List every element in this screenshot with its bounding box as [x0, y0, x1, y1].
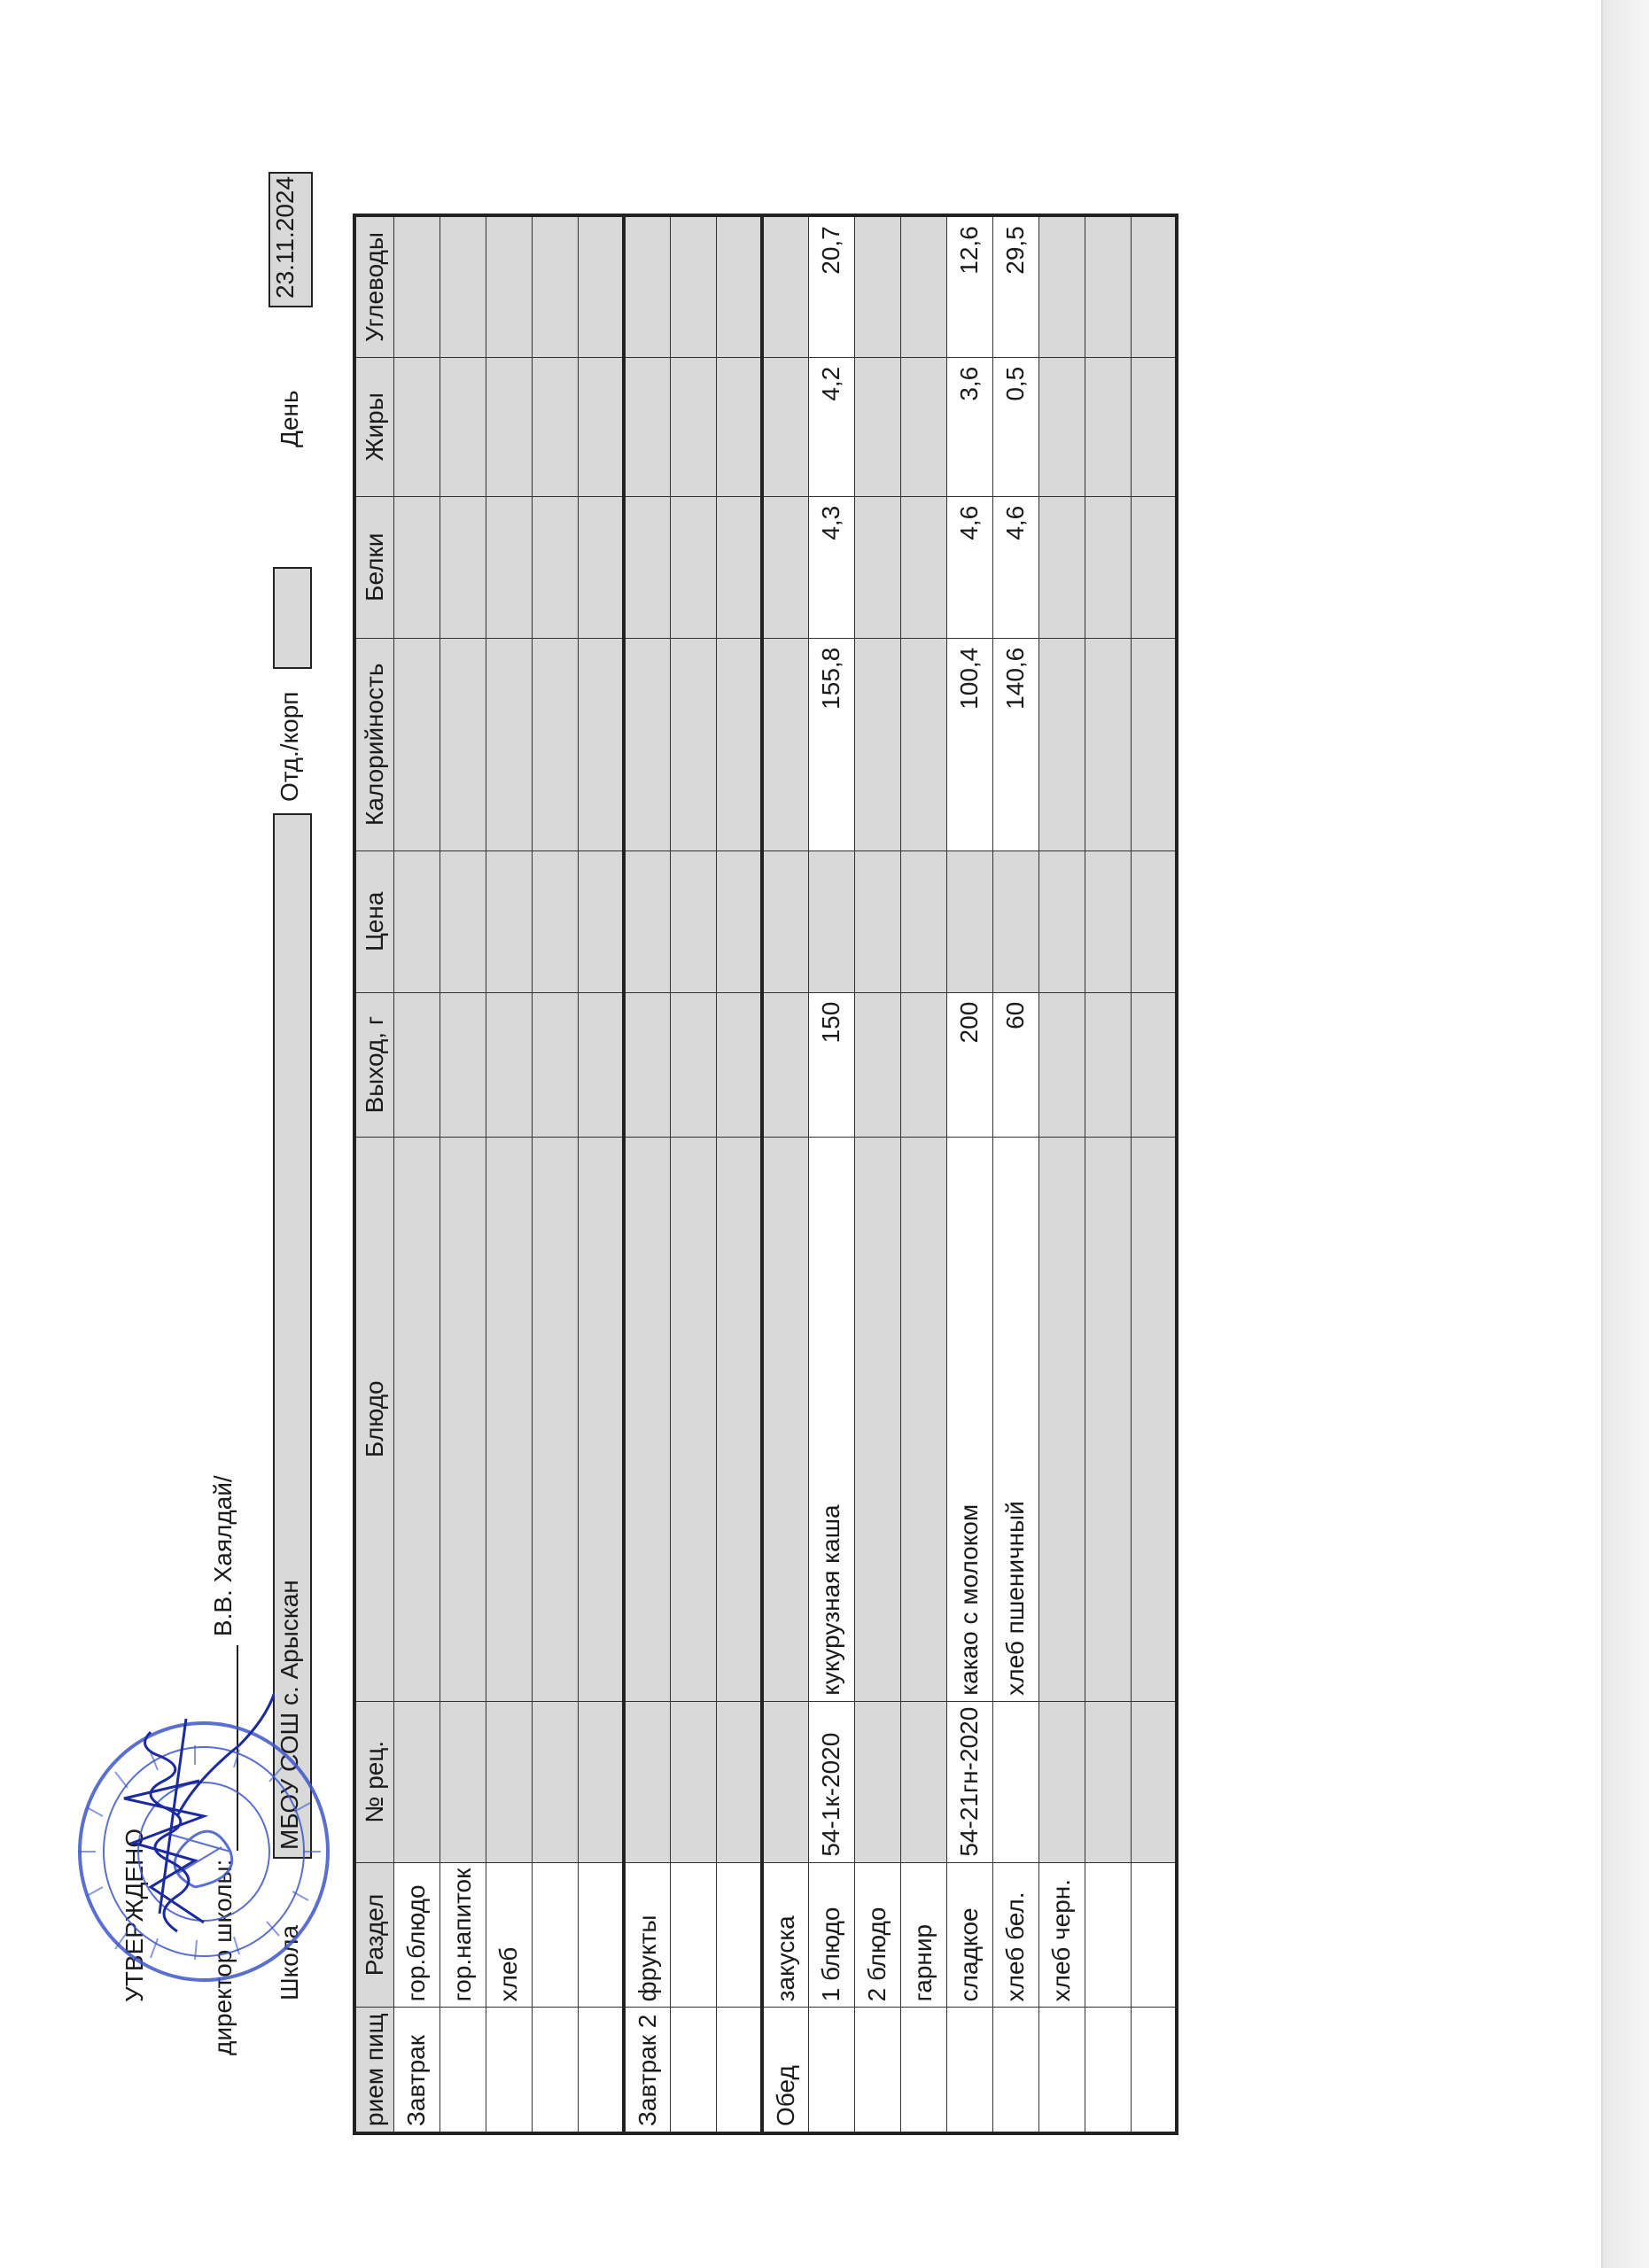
cell-dish — [1085, 1137, 1131, 1701]
cell-fat — [486, 357, 532, 496]
cell-protein — [854, 496, 900, 638]
cell-carbs — [532, 215, 578, 357]
cell-carbs — [1131, 215, 1177, 357]
cell-calories: 155,8 — [808, 638, 854, 850]
cell-fat — [393, 357, 439, 496]
cell-price — [578, 850, 624, 992]
cell-output — [670, 992, 716, 1137]
cell-price — [486, 850, 532, 992]
cell-dish — [624, 1137, 670, 1701]
cell-protein — [624, 496, 670, 638]
cell-calories — [532, 638, 578, 850]
cell-calories — [1038, 638, 1085, 850]
column-header-calories: Калорийность — [354, 638, 393, 850]
cell-output — [1038, 992, 1085, 1137]
cell-calories — [716, 638, 762, 850]
cell-fat: 0,5 — [992, 357, 1038, 496]
cell-protein: 4,6 — [992, 496, 1038, 638]
cell-section — [1085, 1862, 1131, 2008]
cell-protein: 4,6 — [946, 496, 992, 638]
cell-section — [578, 1862, 624, 2008]
cell-meal — [1038, 2008, 1085, 2133]
cell-meal: Обед — [762, 2008, 808, 2133]
cell-calories: 100,4 — [946, 638, 992, 850]
cell-section — [1131, 1862, 1177, 2008]
cell-price — [946, 850, 992, 992]
column-header-section: Раздел — [354, 1862, 393, 2008]
cell-calories — [439, 638, 486, 850]
school-value: МБОУ СОШ с. Арыскан — [273, 813, 312, 1859]
cell-output — [1131, 992, 1177, 1137]
cell-output — [393, 992, 439, 1137]
cell-section: закуска — [762, 1862, 808, 2008]
cell-section — [532, 1862, 578, 2008]
column-header-recipe: № рец. — [354, 1701, 393, 1862]
cell-dish — [854, 1137, 900, 1701]
table-row — [393, 215, 439, 2133]
cell-output — [900, 992, 946, 1137]
table-row — [992, 215, 1038, 2133]
cell-price — [532, 850, 578, 992]
cell-section: 2 блюдо — [854, 1862, 900, 2008]
cell-recipe — [486, 1701, 532, 1862]
column-header-carbs: Углеводы — [354, 215, 393, 357]
table-row — [900, 215, 946, 2133]
cell-output: 150 — [808, 992, 854, 1137]
table-row — [1131, 215, 1177, 2133]
director-signature — [71, 1674, 275, 1940]
cell-carbs — [393, 215, 439, 357]
cell-calories — [670, 638, 716, 850]
cell-price — [992, 850, 1038, 992]
table-row — [486, 215, 532, 2133]
table-row — [854, 215, 900, 2133]
table-row — [946, 215, 992, 2133]
table-row — [1038, 215, 1085, 2133]
menu-table-body — [354, 215, 1177, 2133]
cell-price — [439, 850, 486, 992]
cell-carbs: 12,6 — [946, 215, 992, 357]
cell-price — [716, 850, 762, 992]
cell-dish: хлеб пшеничный — [992, 1137, 1038, 1701]
cell-recipe — [992, 1701, 1038, 1862]
table-row — [716, 215, 762, 2133]
cell-price — [762, 850, 808, 992]
cell-meal — [486, 2008, 532, 2133]
dept-label: Отд./корп — [276, 691, 303, 802]
cell-protein — [393, 496, 439, 638]
cell-dish — [762, 1137, 808, 1701]
cell-protein — [578, 496, 624, 638]
cell-output: 200 — [946, 992, 992, 1137]
cell-output — [854, 992, 900, 1137]
cell-recipe — [1131, 1701, 1177, 1862]
cell-dish — [670, 1137, 716, 1701]
cell-recipe: 54-1к-2020 — [808, 1701, 854, 1862]
cell-meal — [992, 2008, 1038, 2133]
cell-price — [900, 850, 946, 992]
cell-meal — [670, 2008, 716, 2133]
cell-meal: Завтрак 2 — [624, 2008, 670, 2133]
cell-calories — [393, 638, 439, 850]
cell-fat — [624, 357, 670, 496]
cell-recipe — [1085, 1701, 1131, 1862]
cell-output — [716, 992, 762, 1137]
cell-carbs — [578, 215, 624, 357]
cell-calories — [624, 638, 670, 850]
cell-fat — [439, 357, 486, 496]
table-row — [532, 215, 578, 2133]
table-row — [1085, 215, 1131, 2133]
cell-protein — [439, 496, 486, 638]
cell-section: хлеб черн. — [1038, 1862, 1085, 2008]
cell-protein: 4,3 — [808, 496, 854, 638]
column-header-output: Выход, г — [354, 992, 393, 1137]
cell-protein — [900, 496, 946, 638]
cell-fat — [900, 357, 946, 496]
cell-fat — [578, 357, 624, 496]
cell-price — [1131, 850, 1177, 992]
table-row — [624, 215, 670, 2133]
column-header-meal: рием пищ — [354, 2008, 393, 2133]
cell-meal — [532, 2008, 578, 2133]
column-header-dish: Блюдо — [354, 1137, 393, 1701]
cell-recipe — [716, 1701, 762, 1862]
cell-price — [854, 850, 900, 992]
cell-carbs — [486, 215, 532, 357]
cell-section: хлеб — [486, 1862, 532, 2008]
cell-meal — [854, 2008, 900, 2133]
cell-recipe — [439, 1701, 486, 1862]
cell-dish — [532, 1137, 578, 1701]
cell-fat — [1038, 357, 1085, 496]
cell-recipe — [578, 1701, 624, 1862]
cell-carbs — [716, 215, 762, 357]
table-row — [578, 215, 624, 2133]
cell-section: гор.напиток — [439, 1862, 486, 2008]
cell-meal — [578, 2008, 624, 2133]
cell-dish — [900, 1137, 946, 1701]
cell-carbs — [854, 215, 900, 357]
cell-carbs: 20,7 — [808, 215, 854, 357]
cell-section: 1 блюдо — [808, 1862, 854, 2008]
cell-fat — [1085, 357, 1131, 496]
cell-calories — [1131, 638, 1177, 850]
cell-protein — [716, 496, 762, 638]
cell-protein — [1085, 496, 1131, 638]
cell-calories: 140,6 — [992, 638, 1038, 850]
cell-price — [1038, 850, 1085, 992]
cell-output — [1085, 992, 1131, 1137]
cell-fat — [716, 357, 762, 496]
day-label: День — [276, 390, 303, 447]
cell-price — [670, 850, 716, 992]
cell-fat — [670, 357, 716, 496]
cell-price — [1085, 850, 1131, 992]
cell-output — [762, 992, 808, 1137]
cell-dish — [1131, 1137, 1177, 1701]
cell-meal — [1085, 2008, 1131, 2133]
cell-meal — [439, 2008, 486, 2133]
cell-recipe — [1038, 1701, 1085, 1862]
cell-section: сладкое — [946, 1862, 992, 2008]
cell-price — [624, 850, 670, 992]
cell-fat — [762, 357, 808, 496]
cell-output — [439, 992, 486, 1137]
cell-carbs — [762, 215, 808, 357]
cell-section: гор.блюдо — [393, 1862, 439, 2008]
cell-carbs — [624, 215, 670, 357]
cell-recipe — [670, 1701, 716, 1862]
cell-fat — [532, 357, 578, 496]
cell-protein — [532, 496, 578, 638]
cell-price — [808, 850, 854, 992]
cell-recipe — [393, 1701, 439, 1862]
school-label: Школа — [276, 1924, 303, 2000]
table-row — [762, 215, 808, 2133]
cell-protein — [670, 496, 716, 638]
director-prefix: директор школы: — [209, 1859, 237, 2055]
column-header-fat: Жиры — [354, 357, 393, 496]
cell-section: фрукты — [624, 1862, 670, 2008]
cell-dish — [1038, 1137, 1085, 1701]
cell-recipe — [900, 1701, 946, 1862]
cell-carbs — [900, 215, 946, 357]
cell-fat: 3,6 — [946, 357, 992, 496]
cell-price — [393, 850, 439, 992]
cell-recipe — [624, 1701, 670, 1862]
director-name: В.В. Хаялдай/ — [209, 1475, 237, 1637]
cell-recipe: 54-21гн-2020 — [946, 1701, 992, 1862]
cell-protein — [762, 496, 808, 638]
approved-label: УТВЕРЖДЕНО — [121, 1828, 148, 2002]
cell-recipe — [854, 1701, 900, 1862]
cell-recipe — [532, 1701, 578, 1862]
cell-meal — [716, 2008, 762, 2133]
cell-calories — [486, 638, 532, 850]
cell-output — [578, 992, 624, 1137]
day-value: 23.11.2024 — [268, 172, 313, 307]
cell-protein — [486, 496, 532, 638]
cell-output — [532, 992, 578, 1137]
cell-carbs — [1085, 215, 1131, 357]
cell-output: 60 — [992, 992, 1038, 1137]
cell-meal — [808, 2008, 854, 2133]
cell-dish: какао с молоком — [946, 1137, 992, 1701]
cell-dish — [578, 1137, 624, 1701]
table-row — [439, 215, 486, 2133]
cell-fat — [1131, 357, 1177, 496]
cell-calories — [900, 638, 946, 850]
cell-section: хлеб бел. — [992, 1862, 1038, 2008]
menu-table — [353, 214, 1178, 2135]
cell-recipe — [762, 1701, 808, 1862]
cell-meal — [1131, 2008, 1177, 2133]
cell-calories — [854, 638, 900, 850]
cell-protein — [1131, 496, 1177, 638]
cell-protein — [1038, 496, 1085, 638]
cell-calories — [578, 638, 624, 850]
cell-carbs — [670, 215, 716, 357]
dept-value — [273, 567, 312, 669]
cell-dish — [393, 1137, 439, 1701]
cell-dish: кукурузная каша — [808, 1137, 854, 1701]
table-row — [808, 215, 854, 2133]
column-header-price: Цена — [354, 850, 393, 992]
cell-carbs — [439, 215, 486, 357]
table-row — [670, 215, 716, 2133]
cell-meal — [946, 2008, 992, 2133]
cell-dish — [486, 1137, 532, 1701]
column-header-protein: Белки — [354, 496, 393, 638]
cell-dish — [716, 1137, 762, 1701]
cell-fat — [854, 357, 900, 496]
cell-meal — [900, 2008, 946, 2133]
cell-carbs — [1038, 215, 1085, 357]
cell-meal: Завтрак — [393, 2008, 439, 2133]
cell-section — [716, 1862, 762, 2008]
cell-section — [670, 1862, 716, 2008]
cell-carbs: 29,5 — [992, 215, 1038, 357]
cell-section: гарнир — [900, 1862, 946, 2008]
cell-output — [486, 992, 532, 1137]
cell-calories — [1085, 638, 1131, 850]
cell-calories — [762, 638, 808, 850]
table-header-row — [354, 215, 393, 2133]
cell-dish — [439, 1137, 486, 1701]
cell-output — [624, 992, 670, 1137]
cell-fat: 4,2 — [808, 357, 854, 496]
